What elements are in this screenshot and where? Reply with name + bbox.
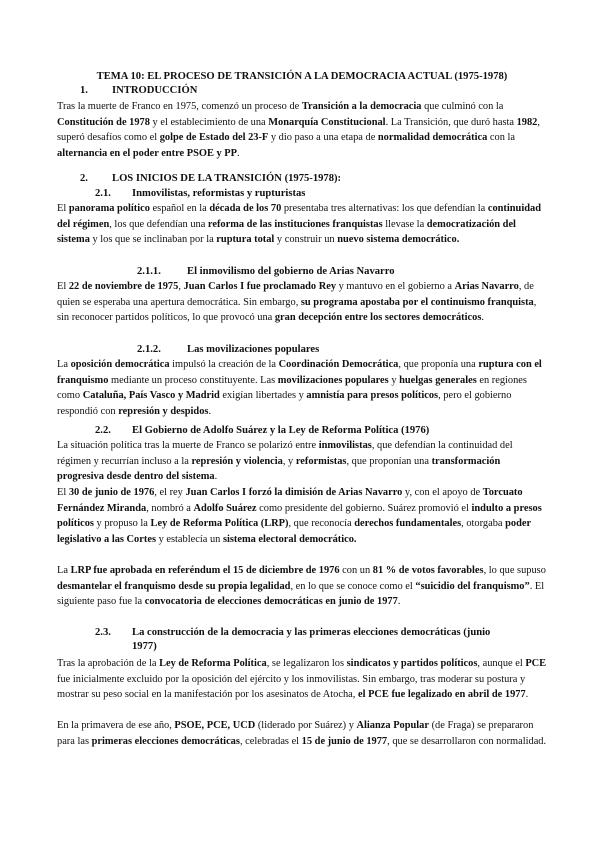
text-run: fue inicialmente excluido por la oposición del ejército y los inmovilistas. Sin embargo, tras moderar su postura y mostrar su peso social en la manifestación por los asesinatos de Atocha, — [57, 673, 526, 701]
text-run: exigían libertades y — [219, 390, 307, 402]
bold-text-run: movilizaciones populares — [277, 374, 389, 386]
section-number: 2.1.2. — [137, 344, 161, 355]
section-title: Las movilizaciones populares — [187, 344, 320, 355]
bold-text-run: sistema electoral democrático. — [222, 533, 357, 545]
text-run: , lo que supuso — [483, 565, 546, 576]
text-run: (de Fraga) se prepararon para las — [57, 720, 534, 747]
text-run: , — [178, 281, 184, 292]
text-run: . La Transición, que duró hasta — [385, 116, 517, 128]
text-run: . — [208, 405, 212, 417]
section-title: INTRODUCCIÓN — [112, 85, 198, 96]
text-run: con la — [487, 132, 515, 144]
bold-text-run: ruptura total — [216, 234, 275, 246]
text-run: y mantuvo en el gobierno a — [336, 281, 455, 292]
text-run: , de quien se esperaba una apertura democrática. Sin embargo, — [57, 281, 534, 308]
section-2-2-heading — [95, 424, 429, 438]
paragraph-2-2-c — [57, 563, 547, 610]
paragraph-2-2-a — [57, 438, 547, 485]
bold-text-run: derechos fundamentales — [354, 518, 462, 530]
text-run: , que proponían una — [346, 455, 432, 467]
text-run: llevase la — [382, 218, 427, 230]
text-run: . — [214, 471, 218, 483]
bold-text-run: Constitución de 1978 — [57, 116, 150, 128]
text-run: , superó desafíos como el — [57, 116, 540, 144]
bold-text-run: Cataluña, País Vasco y Madrid — [82, 390, 220, 402]
section-title: El Gobierno de Adolfo Suárez y la Ley de Reforma Política (1976) — [132, 425, 430, 436]
text-run: Tras la aprobación de la — [57, 658, 160, 669]
bold-text-run: convocatoria de elecciones democráticas en junio de 1977 — [144, 596, 398, 608]
bold-text-run: Torcuato Fernández Miranda — [57, 487, 523, 514]
bold-text-run: democratización del sistema — [57, 218, 516, 246]
text-run: , y — [282, 455, 296, 467]
paragraph-2-2-b — [57, 485, 547, 547]
bold-text-run: PSOE, PCE, UCD — [174, 720, 256, 731]
bold-text-run: “suicidio del franquismo” — [415, 580, 530, 592]
bold-text-run: amnistía para presos políticos — [306, 390, 439, 402]
bold-text-run: gran decepción entre los sectores democráticos — [274, 312, 482, 324]
text-run: , pero el gobierno respondió con — [57, 390, 512, 417]
bold-text-run: poder legislativo a las Cortes — [57, 518, 531, 545]
text-run: y los que se inclinaban por la — [89, 234, 217, 246]
section-2-1-2-heading — [137, 343, 319, 357]
paragraph-2-1-1 — [57, 279, 547, 326]
intro-paragraph — [57, 99, 547, 161]
text-run: , los que defendían una — [109, 218, 208, 230]
section-2-heading — [80, 172, 341, 186]
text-run: y, con el apoyo de — [402, 487, 483, 498]
bold-text-run: represión y violencia — [191, 455, 283, 467]
text-run: , se legalizaron los — [266, 658, 347, 669]
section-title: LOS INICIOS DE LA TRANSICIÓN (1975-1978): — [112, 173, 342, 184]
section-title: La construcción de la democracia y las primeras elecciones democráticas (junio — [132, 627, 491, 638]
text-run: en regiones como — [57, 374, 527, 402]
section-number: 2.2. — [95, 425, 111, 436]
text-run: como presidente del gobierno. Suárez promovió el — [256, 502, 472, 514]
section-2-1-1-heading — [137, 265, 395, 279]
text-run: , que se desarrollaron con normalidad. — [387, 735, 547, 747]
bold-text-run: oposición democrática — [70, 359, 170, 370]
text-run: presentaba tres alternativas: los que defendían la — [281, 203, 488, 214]
text-run: y propuso la — [93, 518, 151, 530]
bold-text-run: Monarquía Constitucional — [268, 116, 386, 128]
bold-text-run: sindicatos y partidos políticos — [346, 658, 478, 669]
bold-text-run: normalidad democrática — [377, 132, 488, 144]
text-run: Tras la muerte de Franco en 1975, comenzó un proceso de — [57, 101, 302, 112]
section-1-heading — [80, 84, 197, 98]
text-run: , sin reconocer partidos políticos, lo que provocó una — [57, 296, 537, 324]
bold-text-run: Juan Carlos I fue proclamado Rey — [183, 281, 337, 292]
text-run: y dio paso a una etapa de — [268, 132, 378, 144]
bold-text-run: continuidad del régimen — [57, 203, 541, 230]
text-run: , nombró a — [146, 502, 194, 514]
section-number: 2. — [80, 173, 88, 184]
bold-text-run: represión y despidos — [118, 405, 209, 417]
section-number: 1. — [80, 85, 88, 96]
section-number: 2.1.1. — [137, 266, 161, 277]
text-run: y construir un — [274, 234, 338, 246]
bold-text-run: primeras elecciones democráticas — [91, 735, 240, 747]
bold-text-run: el PCE fue legalizado en abril de 1977 — [357, 689, 526, 701]
bold-text-run: indulto a presos políticos — [57, 502, 542, 530]
text-run: , en lo que se conoce como el — [290, 580, 416, 592]
bold-text-run: Arias Navarro — [454, 281, 519, 292]
bold-text-run: reforma de las instituciones franquistas — [207, 218, 383, 230]
bold-text-run: nuevo sistema democrático. — [337, 234, 460, 246]
text-run: con un — [339, 565, 373, 576]
text-run: El — [57, 487, 69, 498]
text-run: La — [57, 565, 71, 576]
bold-text-run: Ley de Reforma Política (LRP) — [150, 518, 289, 530]
text-run: y — [388, 374, 400, 386]
bold-text-run: Juan Carlos I forzó la dimisión de Arias Navarro — [185, 487, 403, 498]
bold-text-run: Adolfo Suárez — [193, 502, 257, 514]
section-2-3-heading — [95, 626, 535, 654]
document-title: TEMA 10: EL PROCESO DE TRANSICIÓN A LA DEMOCRACIA ACTUAL (1975-1978) — [96, 71, 508, 82]
text-run: que culminó con la — [421, 101, 504, 112]
section-number: 2.1. — [95, 188, 111, 199]
paragraph-2-3-b — [57, 718, 547, 749]
text-run: El — [57, 281, 69, 292]
bold-text-run: su programa apostaba por el continuismo franquista — [300, 296, 534, 308]
bold-text-run: golpe de Estado del 23-F — [159, 132, 269, 144]
bold-text-run: Coordinación Democrática — [278, 359, 399, 370]
text-run: . — [237, 147, 240, 159]
section-2-1-heading — [95, 187, 305, 201]
paragraph-2-1-2 — [57, 357, 547, 419]
section-title: El inmovilismo del gobierno de Arias Navarro — [187, 266, 395, 277]
paragraph-2-1 — [57, 201, 547, 248]
text-run: , que proponía una — [398, 359, 479, 370]
bold-text-run: inmovilistas — [318, 440, 372, 451]
bold-text-run: Ley de Reforma Política — [159, 658, 267, 669]
text-run: , que defendían la continuidad del régimen y recurrían incluso a la — [57, 440, 513, 467]
bold-text-run: desmantelar el franquismo desde su propia legalidad — [57, 580, 291, 592]
text-run: . — [481, 312, 484, 324]
section-number: 2.3. — [95, 627, 111, 638]
text-run: , que reconocía — [288, 518, 355, 530]
text-run: mediante un proceso constituyente. Las — [108, 374, 278, 386]
text-run: , celebradas el — [239, 735, 302, 747]
text-run: . — [397, 596, 401, 608]
text-run: La situación política tras la muerte de Franco se polarizó entre — [57, 440, 319, 451]
bold-text-run: Transición a la democracia — [301, 101, 422, 112]
bold-text-run: 1982 — [516, 116, 538, 128]
text-run: (liderado por Suárez) y — [255, 720, 357, 731]
bold-text-run: 22 de noviembre de 1975 — [68, 281, 179, 292]
paragraph-2-3-a — [57, 656, 547, 703]
text-run: , aunque el — [477, 658, 526, 669]
section-title: Inmovilistas, reformistas y rupturistas — [132, 188, 306, 199]
bold-text-run: huelgas generales — [399, 374, 477, 386]
bold-text-run: Alianza Popular — [356, 720, 429, 731]
bold-text-run: panorama político — [68, 203, 150, 214]
text-run: español en la — [149, 203, 210, 214]
bold-text-run: reformistas — [295, 455, 347, 467]
bold-text-run: PCE — [525, 658, 547, 669]
bold-text-run: ruptura con el franquismo — [57, 359, 542, 386]
text-run: y establecía un — [156, 533, 223, 545]
text-run: impulsó la creación de la — [169, 359, 279, 370]
text-run: , el rey — [154, 487, 186, 498]
text-run: . — [525, 689, 529, 701]
text-run: y el establecimiento de una — [149, 116, 269, 128]
bold-text-run: transformación progresiva desde dentro del sistema — [57, 455, 501, 483]
bold-text-run: 30 de junio de 1976 — [68, 487, 155, 498]
text-run: . El siguiente paso fue la — [57, 580, 545, 608]
text-run: La — [57, 359, 71, 370]
text-run: El — [57, 203, 69, 214]
bold-text-run: década de los 70 — [209, 203, 282, 214]
bold-text-run: 81 % de votos favorables — [372, 565, 484, 576]
bold-text-run: 15 de junio de 1977 — [301, 735, 388, 747]
section-title-cont: 1977) — [132, 641, 157, 652]
bold-text-run: LRP fue aprobada en referéndum el 15 de diciembre de 1976 — [70, 565, 340, 576]
bold-text-run: alternancia en el poder entre PSOE y PP — [57, 147, 237, 159]
text-run: , otorgaba — [461, 518, 506, 530]
text-run: En la primavera de ese año, — [57, 720, 175, 731]
